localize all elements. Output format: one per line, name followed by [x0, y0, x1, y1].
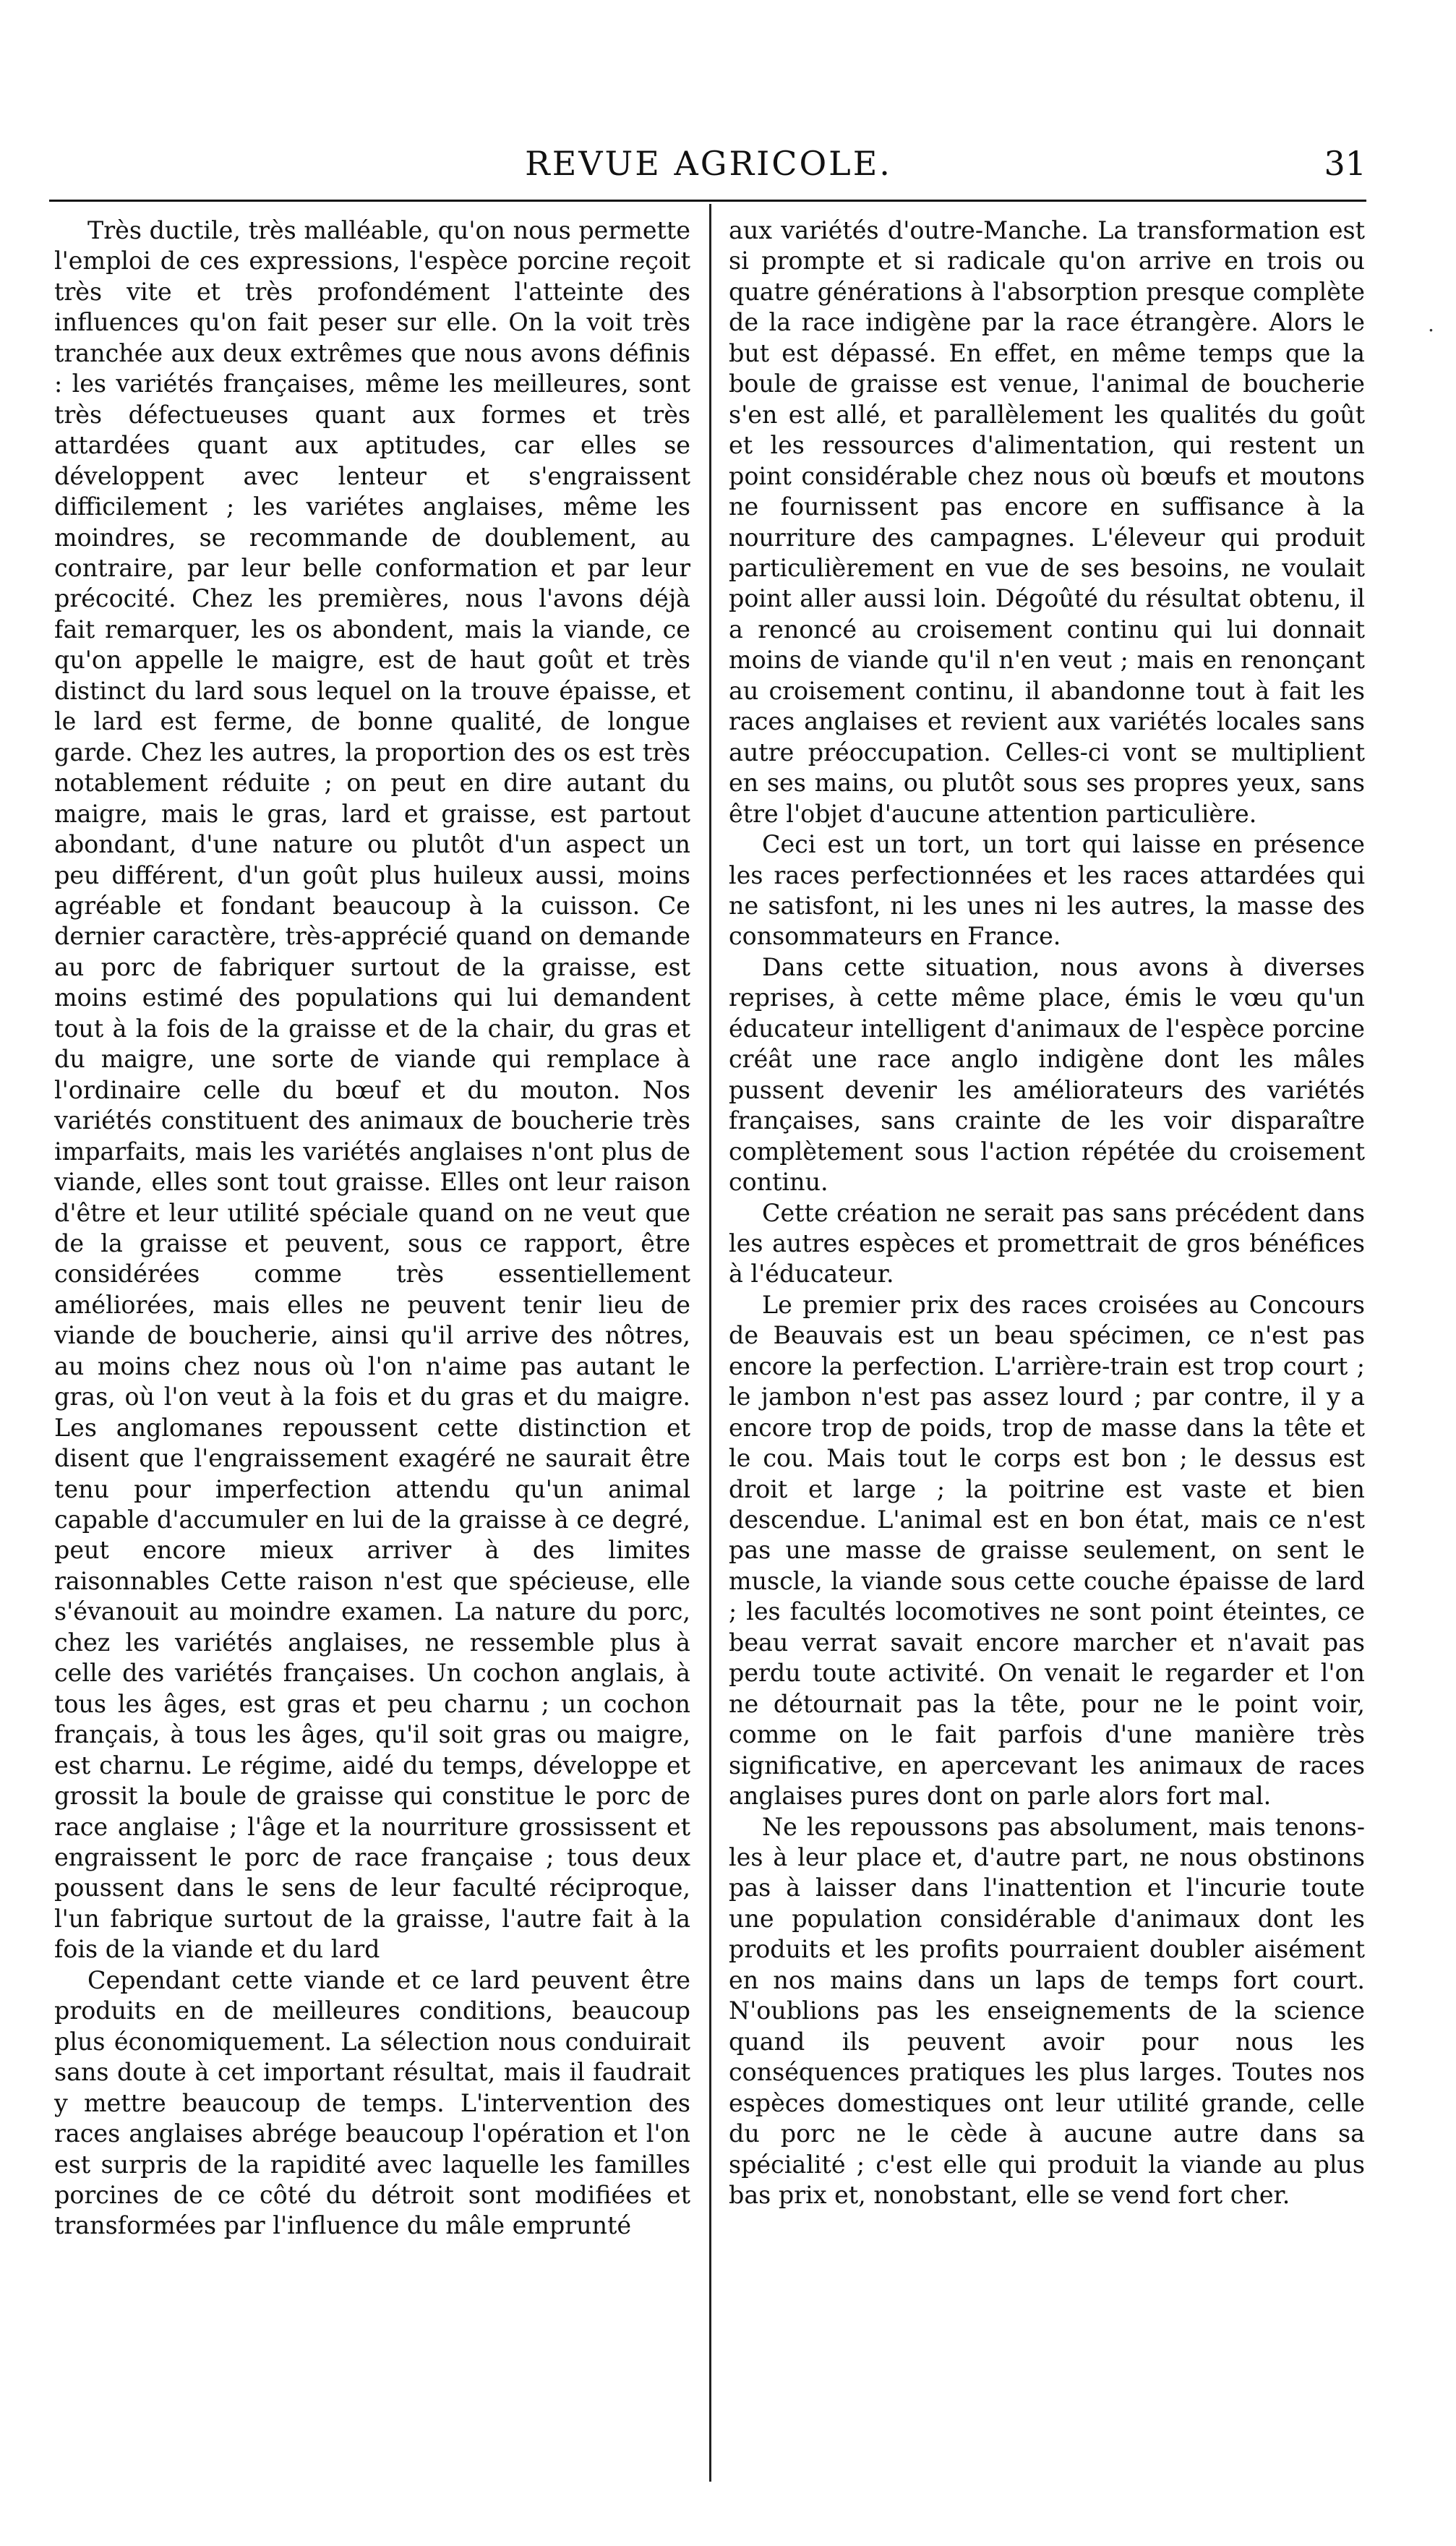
paragraph: Ne les repoussons pas absolument, mais tenons-les à leur place et, d'autre part, ne nous obstinons pas à laisser dans l'inattention et l'incurie toute une population considérable d'animaux dont les produits et les profits pourraient doubler aisément en nos mains dans un laps de temps fort court. N'oublions pas les enseignements de la science quand ils peuvent avoir pour nous les conséquences pratiques les plus larges. Toutes nos espèces domestiques ont leur utilité grande, celle du porc ne le cède à aucune autre dans sa spécialité ; c'est elle qui produit la viande au plus bas prix et, nonobstant, elle se vend fort cher.	[729, 1812, 1365, 2209]
column-divider	[709, 204, 711, 2482]
paragraph: Le premier prix des races croisées au Concours de Beauvais est un beau spécimen, ce n'est pas encore la perfection. L'arrière-train est trop court ; le jambon n'est pas assez lourd ; par contre, il y a encore trop de poids, trop de masse dans la tête et le cou. Mais tout le corps est bon ; le dessus est droit et large ; la poitrine est vaste et bien descendue. L'animal est en bon état, mais ce n'est pas une masse de graisse seulement, on sent le muscle, la viande sous cette couche épaisse de lard ; les facultés locomotives ne sont point éteintes, ce beau verrat savait encore marcher et n'avait pas perdu toute activité. On venait le regarder et l'on ne détournait pas la tête, pour ne le point voir, comme on le fait parfois d'une manière très significative, en apercevant les animaux de races anglaises pures dont on parle alors fort mal.	[729, 1290, 1365, 1811]
running-header	[51, 142, 1366, 185]
paragraph: Dans cette situation, nous avons à diverses reprises, à cette même place, émis le vœu qu'un éducateur intelligent d'animaux de l'espèce porcine créât une race anglo indigène dont les mâles pussent devenir les améliorateurs des variétés françaises, sans crainte de les voir disparaître complètement sous l'action répétée du croisement continu.	[729, 952, 1365, 1197]
paragraph: Cependant cette viande et ce lard peuvent être produits en de meilleures conditions, beaucoup plus économiquement. La sélection nous conduirait sans doute à cet important résultat, mais il faudrait y mettre beaucoup de temps. L'intervention des races anglaises abrége beaucoup l'opération et l'on est surpris de la rapidité avec laquelle les familles porcines de ce côté du détroit sont modifiées et transformées par l'influence du mâle emprunté	[54, 1965, 690, 2240]
paragraph: Cette création ne serait pas sans précédent dans les autres espèces et promettrait de gros bénéfices à l'éducateur.	[729, 1198, 1365, 1289]
page-number: 31	[1324, 144, 1366, 183]
paragraph: Ceci est un tort, un tort qui laisse en présence les races perfectionnées et les races attardées qui ne satisfont, ni les unes ni les autres, la masse des consommateurs en France.	[729, 830, 1365, 951]
right-column	[729, 215, 1365, 2210]
paragraph: Très ductile, très malléable, qu'on nous permette l'emploi de ces expressions, l'espèce porcine reçoit très vite et très profondément l'atteinte des influences qu'on fait peser sur elle. On la voit très tranchée aux deux extrêmes que nous avons définis : les variétés françaises, même les meilleures, sont très défectueuses quant aux formes et très attardées quant aux aptitudes, car elles se développent avec lenteur et s'engraissent difficilement ; les variétes anglaises, même les moindres, se recommande de doublement, au contraire, par leur belle conformation et par leur précocité. Chez les premières, nous l'avons déjà fait remarquer, les os abondent, mais la viande, ce qu'on appelle le maigre, est de haut goût et très distinct du lard sous lequel on la trouve épaisse, et le lard est ferme, de bonne qualité, de longue garde. Chez les autres, la proportion des os est très notablement réduite ; on peut en dire autant du maigre, mais le gras, lard et graisse, est partout abondant, d'une nature ou plutôt d'un aspect un peu différent, d'un goût plus huileux aussi, moins agréable et fondant beaucoup à la cuisson. Ce dernier caractère, très-apprécié quand on demande au porc de fabriquer surtout de la graisse, est moins estimé des populations qui lui demandent tout à la fois de la graisse et de la chair, du gras et du maigre, une sorte de viande qui remplace à l'ordinaire celle du bœuf et du mouton. Nos variétés constituent des animaux de boucherie très imparfaits, mais les variétés anglaises n'ont plus de viande, elles sont tout graisse. Elles ont leur raison d'être et leur utilité spéciale quand on ne veut que de la graisse et peuvent, sous ce rapport, être considérées comme très essentiellement améliorées, mais elles ne peuvent tenir lieu de viande de boucherie, ainsi qu'il arrive des nôtres, au moins chez nous où l'on n'aime pas autant le gras, où l'on veut à la fois et du gras et du maigre. Les anglomanes repoussent cette distinction et disent que l'engraissement exagéré ne saurait être tenu pour imperfection attendu qu'un animal capable d'accumuler en lui de la graisse à ce degré, peut encore mieux arriver à des limites raisonnables Cette raison n'est que spécieuse, elle s'évanouit au moindre examen. La nature du porc, chez les variétés anglaises, ne ressemble plus à celle des variétés françaises. Un cochon anglais, à tous les âges, est gras et peu charnu ; un cochon français, à tous les âges, qu'il soit gras ou maigre, est charnu. Le régime, aidé du temps, développe et grossit la boule de graisse qui constitue le porc de race anglaise ; l'âge et la nourriture grossissent et engraissent le porc de race française ; tous deux poussent dans le sens de leur faculté réciproque, l'un fabrique surtout de la graisse, l'autre fait à la fois de la viande et du lard	[54, 216, 690, 1964]
margin-mark: .	[1428, 312, 1434, 336]
paragraph-continued: aux variétés d'outre-Manche. La transformation est si prompte et si radicale qu'on arrive en trois ou quatre générations à l'absorption presque complète de la race indigène par la race étrangère. Alors le but est dépassé. En effet, en même temps que la boule de graisse est venue, l'animal de boucherie s'en est allé, et parallèlement les qualités du goût et les ressources d'alimentation, qui restent un point considérable chez nous où bœufs et moutons ne fournissent pas encore en suffisance à la nourriture des campagnes. L'éleveur qui produit particulièrement en vue de ses besoins, ne voulait point aller aussi loin. Dégoûté du résultat obtenu, il a renoncé au croisement continu qui lui donnait moins de viande qu'il n'en veut ; mais en renonçant au croisement continu, il abandonne tout à fait les races anglaises et revient aux variétés locales sans autre préoccupation. Celles-ci vont se multiplient en ses mains, ou plutôt sous ses propres yeux, sans être l'objet d'aucune attention particulière.	[729, 216, 1365, 828]
left-column	[54, 215, 690, 2242]
header-rule	[49, 200, 1366, 202]
journal-title: REVUE AGRICOLE.	[525, 144, 892, 183]
